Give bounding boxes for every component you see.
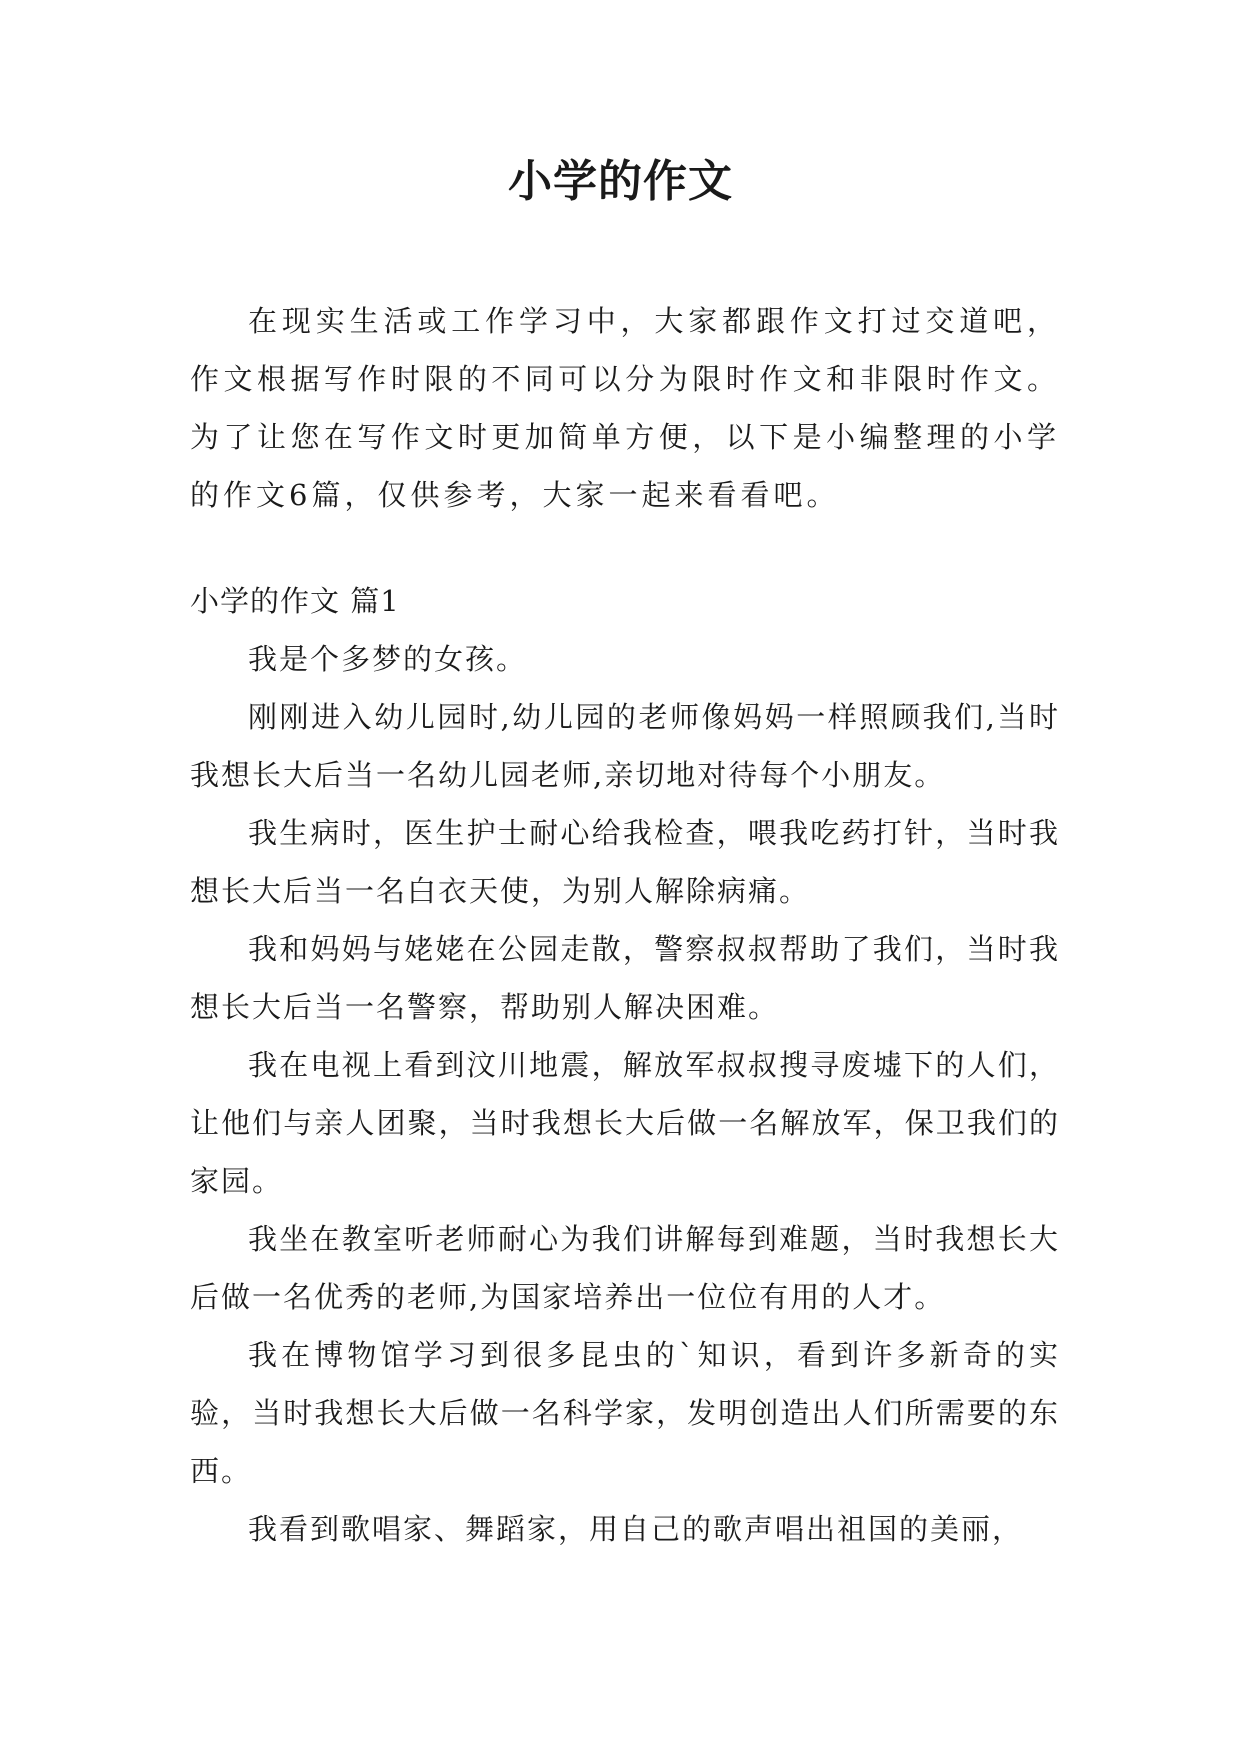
paragraph-7: 我在博物馆学习到很多昆虫的`知识，看到许多新奇的实验，当时我想长大后做一名科学家，发明创造出人们所需要的东西。 xyxy=(190,1338,1060,1488)
essay-paragraphs xyxy=(190,630,1060,1558)
paragraph-2: 刚刚进入幼儿园时,幼儿园的老师像妈妈一样照顾我们,当时我想长大后当一名幼儿园老师,亲切地对待每个小朋友。 xyxy=(190,700,1060,792)
paragraph-3: 我生病时，医生护士耐心给我检查，喂我吃药打针，当时我想长大后当一名白衣天使，为别人解除病痛。 xyxy=(190,816,1060,908)
paragraph-5: 我在电视上看到汶川地震，解放军叔叔搜寻废墟下的人们，让他们与亲人团聚，当时我想长大后做一名解放军，保卫我们的家园。 xyxy=(190,1048,1060,1198)
section-heading: 小学的作文 篇1 xyxy=(190,584,400,618)
intro-section xyxy=(190,292,1060,524)
intro-paragraph: 在现实生活或工作学习中，大家都跟作文打过交道吧，作文根据写作时限的不同可以分为限时作文和非限时作文。为了让您在写作文时更加简单方便，以下是小编整理的小学的作文6篇，仅供参考，大家一起来看看吧。 xyxy=(190,304,1060,512)
paragraph-4: 我和妈妈与姥姥在公园走散，警察叔叔帮助了我们，当时我想长大后当一名警察，帮助别人解决困难。 xyxy=(190,932,1060,1024)
paragraph-1: 我是个多梦的女孩。 xyxy=(248,642,528,676)
document-body xyxy=(190,292,1060,1558)
paragraph-8: 我看到歌唱家、舞蹈家，用自己的歌声唱出祖国的美丽， xyxy=(248,1512,1024,1546)
document-title: 小学的作文 xyxy=(508,156,733,207)
paragraph-6: 我坐在教室听老师耐心为我们讲解每到难题，当时我想长大后做一名优秀的老师,为国家培养出一位位有用的人才。 xyxy=(190,1222,1060,1314)
